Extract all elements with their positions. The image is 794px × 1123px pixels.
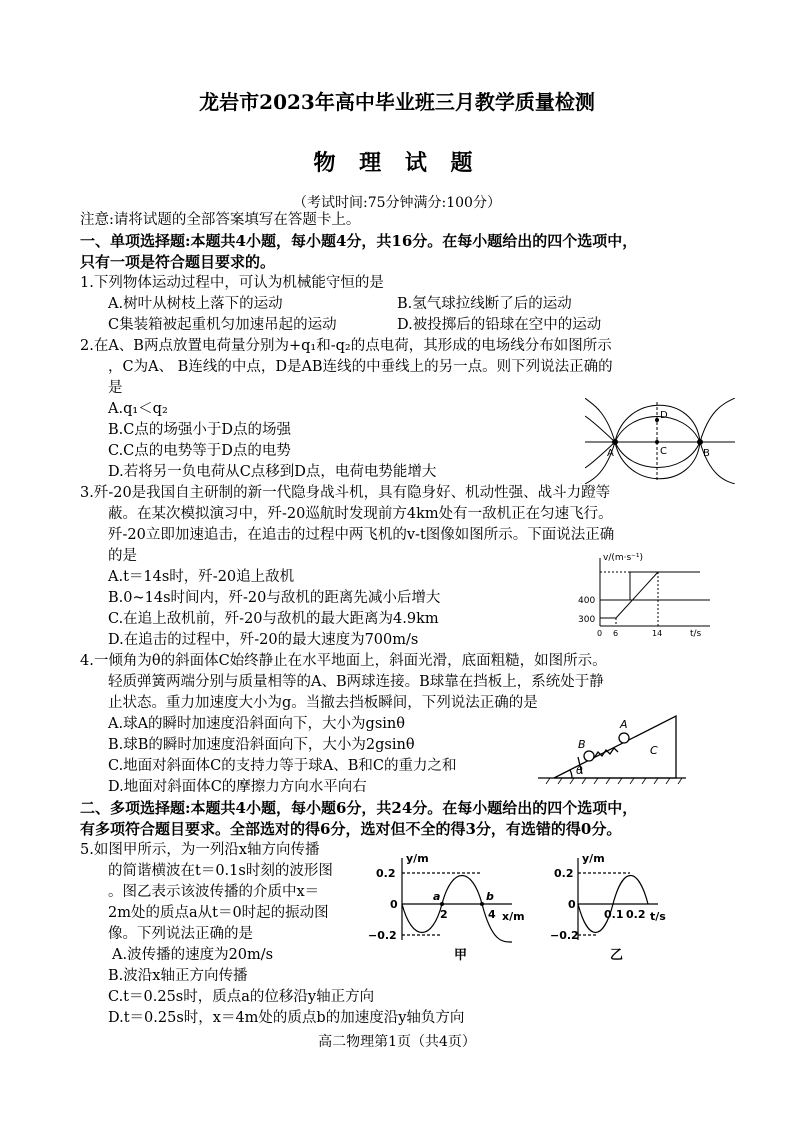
q5-stem-1: 5.如图甲所示，为一列沿x轴方向传播 xyxy=(80,842,320,858)
vt-x-label: t/s xyxy=(690,629,702,639)
q4-option-a: A.球A的瞬时加速度沿斜面向下，大小为gsinθ xyxy=(108,716,405,732)
electric-field-figure xyxy=(585,398,735,484)
q5-option-b: B.波沿x轴正方向传播 xyxy=(108,968,248,984)
q1-option-a: A.树叶从树枝上落下的运动 xyxy=(108,296,283,312)
q1-option-c: C集装箱被起重机匀加速吊起的运动 xyxy=(108,317,337,333)
q4-stem-2: 轻质弹簧两端分别与质量相等的A、B两球连接。B球靠在挡板上，系统处于静 xyxy=(108,674,604,690)
jia-x4: 4 xyxy=(488,908,496,921)
field-label-c: C xyxy=(660,446,667,457)
exam-title: 龙岩市2023年高中毕业班三月教学质量检测 xyxy=(199,90,595,114)
incline-c-label: C xyxy=(650,744,658,757)
section1-heading-1: 一、单项选择题:本题共4小题，每小题4分，共16分。在每小题给出的四个选项中， xyxy=(80,232,638,250)
wave-figure-jia xyxy=(362,850,538,965)
q4-stem-1: 4.一倾角为θ的斜面体C始终静止在水平地面上，斜面光滑，底面粗糙，如图所示。 xyxy=(80,653,607,669)
theta-label: θ xyxy=(576,764,583,777)
q3-option-c: C.在追上敌机前，歼-20与敌机的最大距离为4.9km xyxy=(108,611,439,627)
vt-tick-400: 400 xyxy=(578,596,596,606)
subject-title: 物 理 试 题 xyxy=(313,150,481,176)
field-label-a: A xyxy=(607,448,614,459)
vt-tick-6: 6 xyxy=(613,629,619,638)
page-footer: 高二物理第1页（共4页） xyxy=(318,1034,476,1050)
vt-tick-14: 14 xyxy=(652,629,663,638)
incline-figure xyxy=(538,712,686,784)
yi-caption: 乙 xyxy=(610,948,624,963)
q5-option-d: D.t＝0.25s时，x＝4m处的质点b的加速度沿y轴负方向 xyxy=(108,1010,465,1026)
q4-option-b: B.球B的瞬时加速度沿斜面向下，大小为2gsinθ xyxy=(108,737,415,753)
jia-point-b: b xyxy=(486,890,494,903)
vt-graph-figure xyxy=(570,550,720,640)
section2-heading-2: 有多项符合题目要求。全部选对的得6分，选对但不全的得3分，有选错的得0分。 xyxy=(80,820,622,838)
notice: 注意:请将试题的全部答案填写在答题卡上。 xyxy=(80,212,361,228)
vt-tick-0: 0 xyxy=(597,629,603,638)
q1-option-d: D.被投掷后的铅球在空中的运动 xyxy=(397,317,602,333)
q5-stem-4: 2m处的质点a从t＝0时起的振动图 xyxy=(108,905,329,921)
vt-y-label: v/(m·s⁻¹) xyxy=(603,553,644,563)
yi-ybot: −0.2 xyxy=(550,929,579,942)
q5-option-c: C.t＝0.25s时，质点a的位移沿y轴正方向 xyxy=(108,989,375,1005)
ball-a-label: A xyxy=(620,718,628,731)
q3-stem-2: 蔽。在某次模拟演习中，歼-20巡航时发现前方4km处有一敌机正在匀速飞行。 xyxy=(108,506,613,522)
q4-stem-3: 止状态。重力加速度大小为g。当撤去挡板瞬间，下列说法正确的是 xyxy=(108,695,538,711)
q2-stem-2: ，C为A、 B连线的中点，D是AB连线的中垂线上的另一点。则下列说法正确的 xyxy=(108,359,613,375)
q2-option-b: B.C点的场强小于D点的场强 xyxy=(108,422,291,438)
jia-origin: 0 xyxy=(390,898,398,911)
jia-x2: 2 xyxy=(440,908,448,921)
yi-t01: 0.1 xyxy=(604,908,624,921)
q5-stem-3: 。图乙表示该波传播的介质中x＝ xyxy=(108,884,320,900)
q1-option-b: B.氢气球拉线断了后的运动 xyxy=(397,296,572,312)
jia-ybot: −0.2 xyxy=(368,929,397,942)
jia-y-label: y/m xyxy=(406,852,429,865)
q2-option-c: C.C点的电势等于D点的电势 xyxy=(108,443,291,459)
yi-y-label: y/m xyxy=(582,852,605,865)
q1-stem: 1.下列物体运动过程中，可认为机械能守恒的是 xyxy=(80,275,384,291)
q4-option-d: D.地面对斜面体C的摩擦力方向水平向右 xyxy=(108,779,367,795)
jia-ytop: 0.2 xyxy=(376,867,396,880)
section1-heading-2: 只有一项是符合题目要求的。 xyxy=(80,253,276,271)
q5-option-a: A.波传播的速度为20m/s xyxy=(112,947,274,963)
q2-option-d: D.若将另一负电荷从C点移到D点，电荷电势能增大 xyxy=(108,464,437,480)
q2-stem-3: 是 xyxy=(108,380,123,396)
yi-ytop: 0.2 xyxy=(554,867,574,880)
q5-stem-2: 的简谐横波在t＝0.1s时刻的波形图 xyxy=(108,863,333,879)
q3-option-a: A.t＝14s时，歼-20追上敌机 xyxy=(108,569,295,585)
q5-stem-5: 像。下列说法正确的是 xyxy=(108,926,253,942)
q3-stem-1: 3.歼-20是我国自主研制的新一代隐身战斗机，具有隐身好、机动性强、战斗力蹬等 xyxy=(80,485,611,501)
field-label-d: D xyxy=(660,410,668,421)
section2-heading-1: 二、多项选择题:本题共4小题，每小题6分，共24分。在每小题给出的四个选项中， xyxy=(80,799,638,817)
yi-x-label: t/s xyxy=(650,910,666,923)
exam-info: （考试时间:75分钟满分:100分） xyxy=(293,195,501,211)
yi-origin: 0 xyxy=(568,898,576,911)
q2-option-a: A.q₁＜q₂ xyxy=(108,401,168,417)
q3-option-d: D.在追击的过程中，歼-20的最大速度为700m/s xyxy=(108,632,419,648)
q3-option-b: B.0~14s时间内，歼-20与敌机的距离先减小后增大 xyxy=(108,590,441,606)
q2-stem-1: 2.在A、B两点放置电荷量分别为+q₁和-q₂的点电荷，其形成的电场线分布如图所示 xyxy=(80,338,612,354)
jia-x-label: x/m xyxy=(502,910,525,923)
q4-option-c: C.地面对斜面体C的支持力等于球A、B和C的重力之和 xyxy=(108,758,457,774)
vibration-figure-yi xyxy=(548,850,678,965)
yi-t02: 0.2 xyxy=(626,908,646,921)
q3-stem-3: 歼-20立即加速追击，在追击的过程中两飞机的v-t图像如图所示。下面说法正确 xyxy=(108,527,615,543)
jia-caption: 甲 xyxy=(454,948,468,963)
jia-point-a: a xyxy=(433,890,441,903)
vt-tick-300: 300 xyxy=(578,615,596,625)
field-label-b: B xyxy=(703,448,710,459)
q3-stem-4: 的是 xyxy=(108,548,137,564)
ball-b-label: B xyxy=(578,738,586,751)
